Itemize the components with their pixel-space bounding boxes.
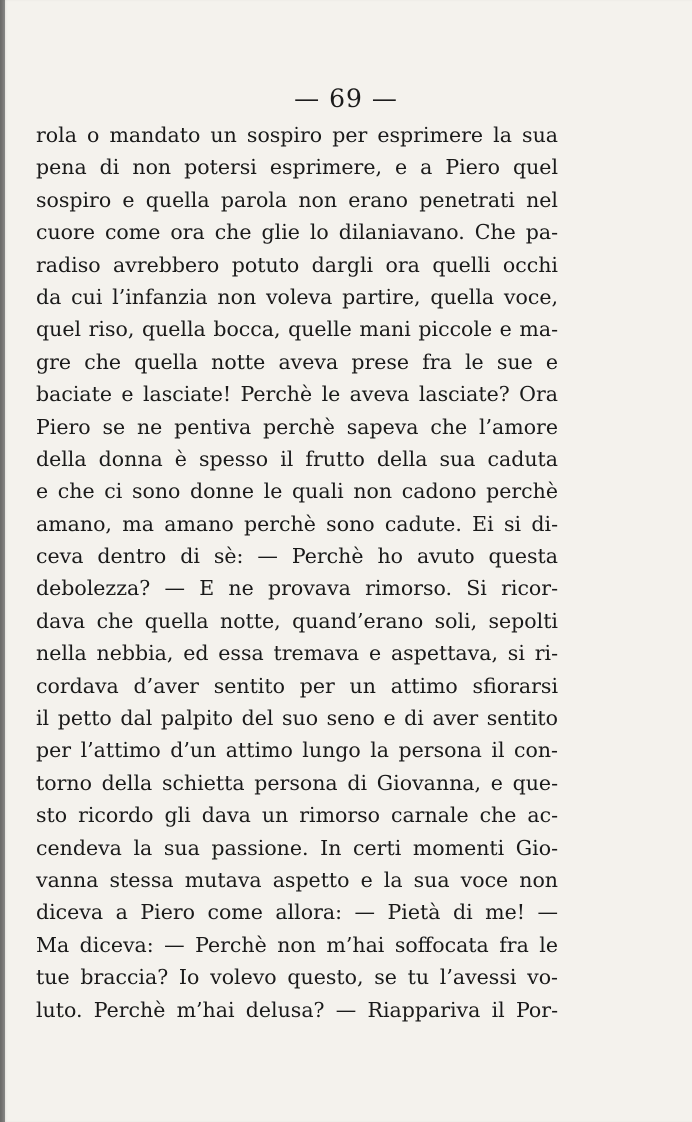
text-line: della donna è spesso il frutto della sua caduta: [36, 446, 558, 471]
text-line: pena di non potersi esprimere, e a Piero quel: [36, 155, 558, 180]
text-line: cordava d’aver sentito per un attimo sfiorarsi: [36, 673, 558, 698]
text-line: tue braccia? Io volevo questo, se tu l’avessi vo-: [36, 965, 558, 990]
text-line: radiso avrebbero potuto dargli ora quelli occhi: [36, 252, 558, 277]
text-line: e che ci sono donne le quali non cadono perchè: [36, 479, 558, 504]
text-line: ceva dentro di sè: — Perchè ho avuto questa: [36, 544, 558, 569]
text-line: sto ricordo gli dava un rimorso carnale che ac-: [36, 803, 558, 828]
text-line: baciate e lasciate! Perchè le aveva lasciate? Ora: [36, 382, 558, 407]
text-line: nella nebbia, ed essa tremava e aspettava, si ri-: [36, 641, 558, 666]
text-line: gre che quella notte aveva prese fra le sue e: [36, 349, 558, 374]
text-line: quel riso, quella bocca, quelle mani piccole e ma-: [36, 317, 558, 342]
text-line: vanna stessa mutava aspetto e la sua voce non: [36, 867, 558, 892]
page-number: — 69 —: [294, 84, 398, 113]
text-line: cuore come ora che glie lo dilaniavano. Che pa-: [36, 220, 558, 245]
page-binding-edge: [0, 0, 5, 1122]
text-line: diceva a Piero come allora: — Pietà di me! —: [36, 900, 558, 925]
text-line: il petto dal palpito del suo seno e di aver sentito: [36, 706, 558, 731]
text-line: per l’attimo d’un attimo lungo la persona il con-: [36, 738, 558, 763]
text-line: cendeva la sua passione. In certi momenti Gio-: [36, 835, 558, 860]
body-text: [36, 119, 558, 1026]
text-line: dava che quella notte, quand’erano soli, sepolti: [36, 608, 558, 633]
text-line: Ma diceva: — Perchè non m’hai soffocata fra le: [36, 932, 558, 957]
text-line: rola o mandato un sospiro per esprimere la sua: [36, 123, 558, 147]
text-line: torno della schietta persona di Giovanna, e que-: [36, 770, 558, 795]
text-line: luto. Perchè m’hai delusa? — Riappariva il Por-: [36, 997, 558, 1022]
text-line: da cui l’infanzia non voleva partire, quella voce,: [36, 284, 558, 309]
text-line: debolezza? — E ne provava rimorso. Si ricor-: [36, 576, 558, 601]
text-line: amano, ma amano perchè sono cadute. Ei si di-: [36, 511, 558, 536]
text-line: sospiro e quella parola non erano penetrati nel: [36, 187, 558, 212]
text-line: Piero se ne pentiva perchè sapeva che l’amore: [36, 414, 558, 439]
